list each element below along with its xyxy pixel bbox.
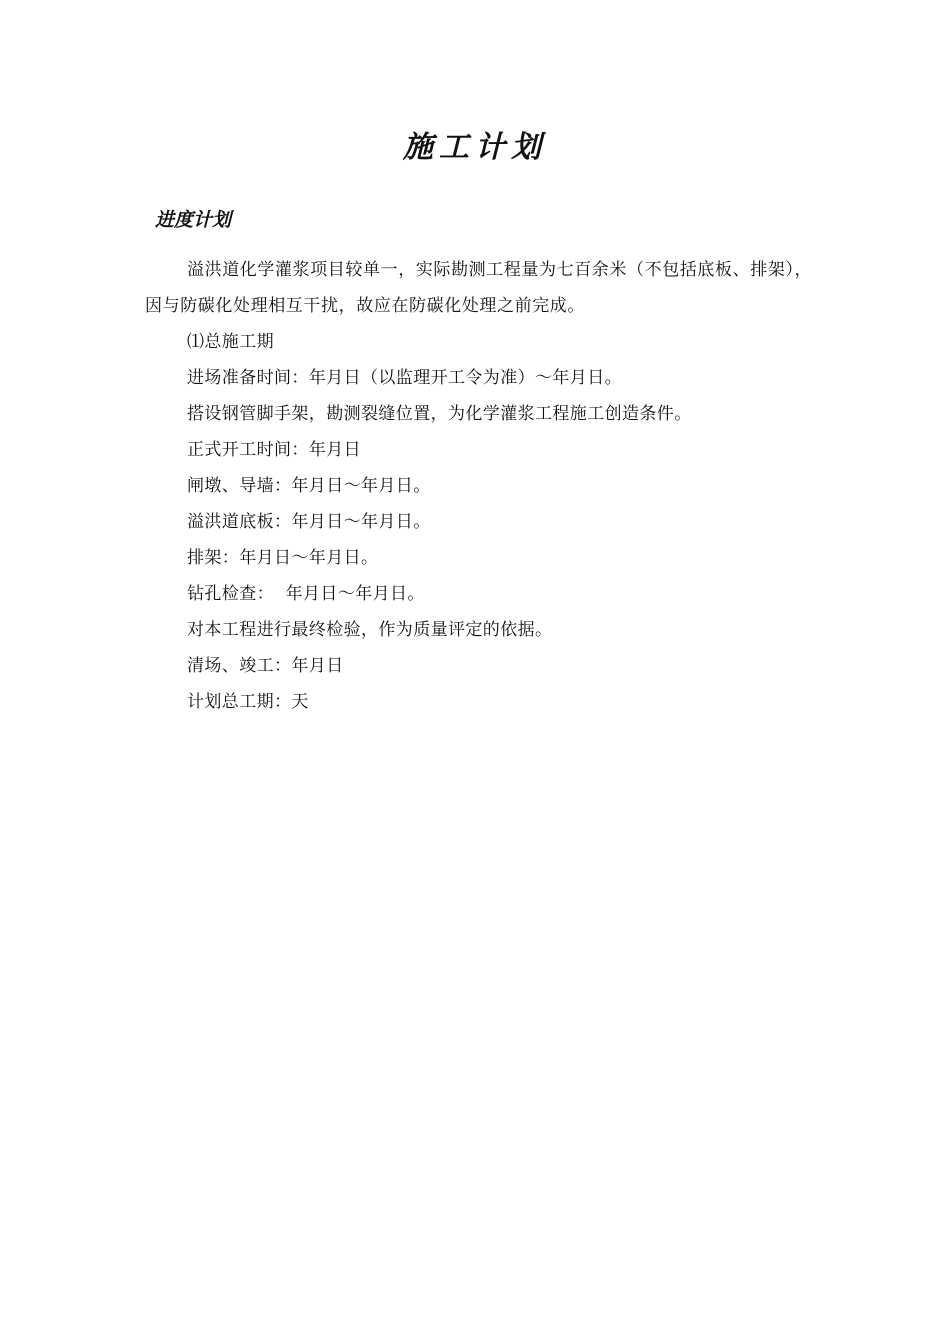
schedule-line-final-inspection: 对本工程进行最终检验，作为质量评定的依据。	[187, 620, 553, 640]
schedule-line-piers-walls: 闸墩、导墙：年月日～年月日。	[187, 476, 431, 496]
schedule-line-start-date: 正式开工时间：年月日	[187, 440, 361, 460]
section-heading: 进度计划	[155, 209, 232, 231]
schedule-line-drilling-inspection: 钻孔检查： 年月日～年月日。	[187, 584, 425, 604]
schedule-line-scaffolding: 搭设钢管脚手架，勘测裂缝位置，为化学灌浆工程施工创造条件。	[187, 404, 692, 424]
schedule-line-preparation: 进场准备时间：年月日（以监理开工令为准）～年月日。	[187, 368, 622, 388]
schedule-line-bent-frame: 排架：年月日～年月日。	[187, 548, 379, 568]
schedule-line-total-period: ⑴总施工期	[187, 332, 274, 352]
document-title: 施工计划	[403, 130, 547, 165]
schedule-line-cleanup-completion: 清场、竣工：年月日	[187, 656, 344, 676]
schedule-line-total-duration: 计划总工期：天	[187, 692, 309, 712]
intro-paragraph: 溢洪道化学灌浆项目较单一，实际勘测工程量为七百余米（不包括底板、排架），因与防碳化处理相互干扰，故应在防碳化处理之前完成。	[145, 260, 813, 316]
schedule-line-spillway-floor: 溢洪道底板：年月日～年月日。	[187, 512, 431, 532]
